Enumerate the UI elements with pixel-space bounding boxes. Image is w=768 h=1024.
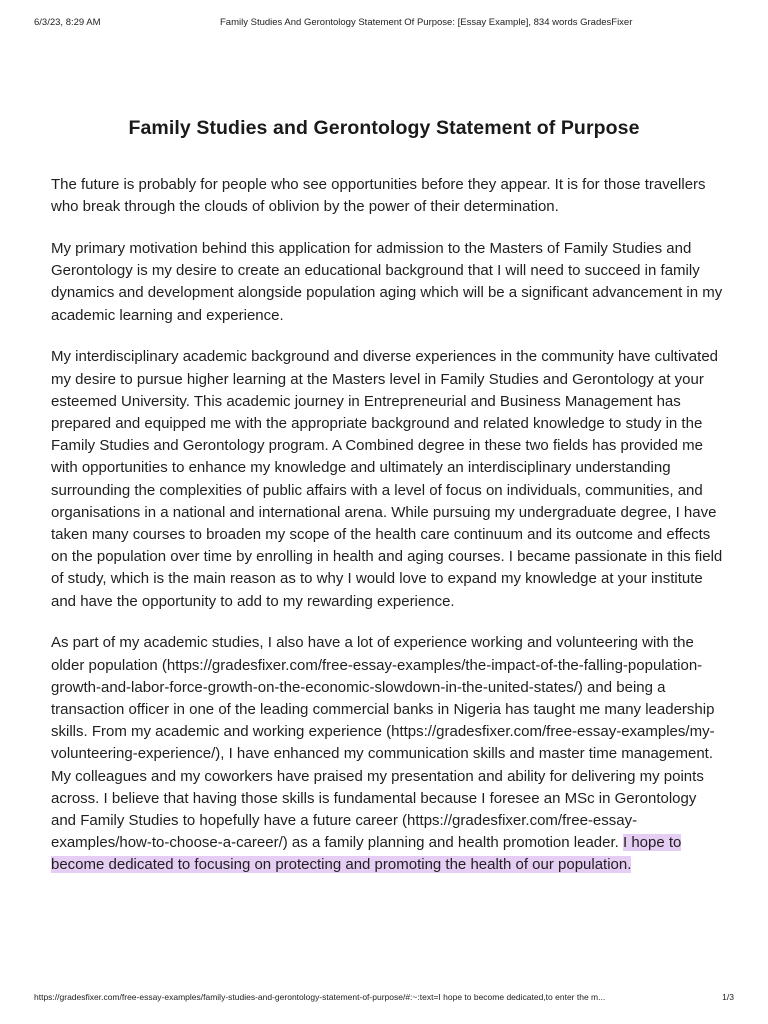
essay-paragraph-2: My primary motivation behind this application for admission to the Masters of Family Studies and Gerontology is my desire to create an educational background that I will need to succeed in family dynamics and development alongside population aging which will be a significant advancement in my academic learning and experience. bbox=[51, 240, 723, 324]
page-number: 1/3 bbox=[722, 992, 734, 1002]
print-document-title: Family Studies And Gerontology Statement Of Purpose: [Essay Example], 834 words GradesFixer bbox=[220, 17, 633, 28]
essay-body bbox=[51, 174, 723, 896]
essay-paragraph-1: The future is probably for people who see opportunities before they appear. It is for those travellers who break through the clouds of oblivion by the power of their determination. bbox=[51, 176, 706, 216]
essay-paragraph-4-text: As part of my academic studies, I also have a lot of experience working and volunteering with the older population (https://gradesfixer.com/free-essay-examples/the-impact-of-the-falling-population-growth-and-labor-force-growth-on-the-economic-slowdown-in-the-united-states/) and being a transaction officer in one of the leading commercial banks in Nigeria has taught me many leadership skills. From my academic and working experience (https://gradesfixer.com/free-essay-examples/my-volunteering-experience/), I have enhanced my communication skills and master time management. My colleagues and my coworkers have praised my presentation and ability for delivering my points across. I believe that having those skills is fundamental because I foresee an MSc in Gerontology and Family Studies to hopefully have a future career (https://gradesfixer.com/free-essay-examples/how-to-choose-a-career/) as a family planning and health promotion leader. bbox=[51, 634, 715, 852]
page-title: Family Studies and Gerontology Statement of Purpose bbox=[128, 117, 640, 139]
print-header bbox=[34, 17, 734, 31]
print-date: 6/3/23, 8:29 AM bbox=[34, 17, 101, 28]
print-url: https://gradesfixer.com/free-essay-examples/family-studies-and-gerontology-statement-of-purpose/#:~:text=I hope to become dedicated,to enter the m... bbox=[34, 992, 606, 1002]
print-footer bbox=[34, 992, 734, 1004]
highlighted-sentence: I hope to become dedicated to focusing on protecting and promoting the health of our population. bbox=[51, 834, 682, 874]
essay-paragraph-3: My interdisciplinary academic background and diverse experiences in the community have cultivated my desire to pursue higher learning at the Masters level in Family Studies and Gerontology at your esteemed University. This academic journey in Entrepreneurial and Business Management has prepared and equipped me with the appropriate background and related knowledge to study in the Family Studies and Gerontology program. A Combined degree in these two fields has provided me with opportunities to enhance my knowledge and ultimately an interdisciplinary understanding surrounding the complexities of public affairs with a level of focus on individuals, communities, and organisations in a national and international arena. While pursuing my undergraduate degree, I have taken many courses to broaden my scope of the health care continuum and its outcome and effects on the population over time by enrolling in health and aging courses. I became passionate in this field of study, which is the main reason as to why I would love to expand my knowledge at your institute and have the opportunity to add to my rewarding experience. bbox=[51, 348, 723, 610]
essay-paragraph-4 bbox=[51, 632, 723, 876]
